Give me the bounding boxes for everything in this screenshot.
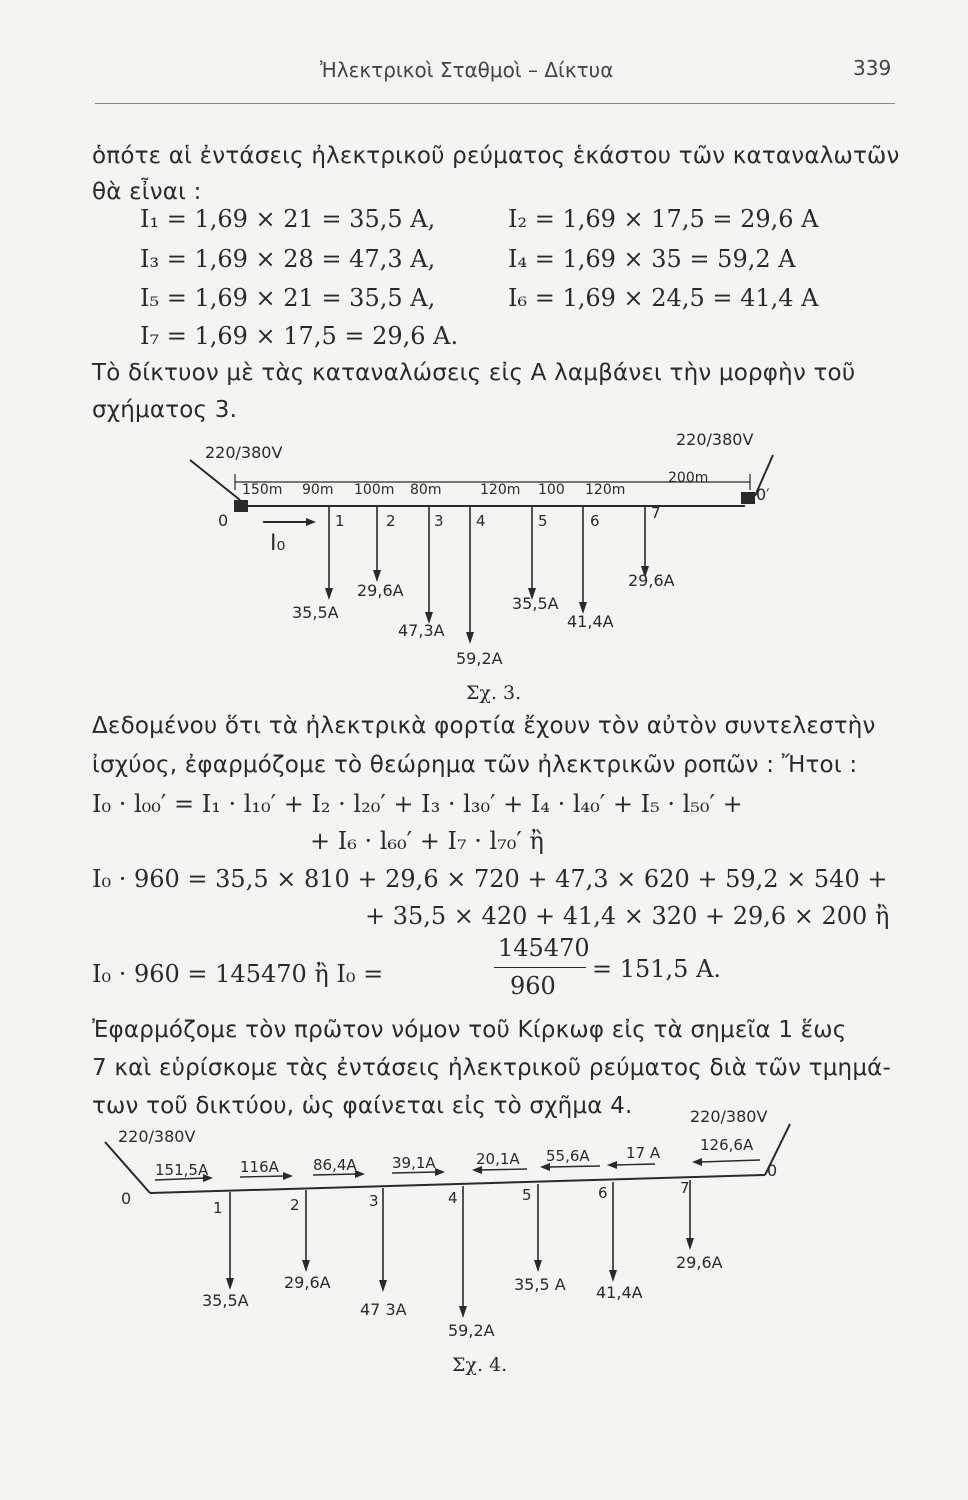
- fig4-node-4: 4: [448, 1189, 458, 1207]
- fig4-left-feeder: [105, 1142, 150, 1193]
- fig4-seg-arrow-4: [392, 1172, 437, 1173]
- current-eq-3: I₃ = 1,69 × 28 = 47,3 A,: [140, 245, 436, 273]
- moment-eq-line2: + I₆ · l₆₀′ + I₇ · l₇₀′ ἢ: [310, 827, 544, 855]
- fig3-right-terminal: [741, 492, 755, 504]
- fig4-seg-current-1: 151,5A: [155, 1161, 209, 1179]
- current-eq-4: I₄ = 1,69 × 35 = 59,2 A: [508, 245, 796, 273]
- fig4-node-3: 3: [369, 1192, 379, 1210]
- fig4-seg-current-6: 55,6A: [546, 1147, 590, 1165]
- fig4-load-4: 59,2A: [448, 1321, 495, 1340]
- fig3-arrowhead-4: [466, 632, 474, 644]
- fig4-load-7: 29,6A: [676, 1253, 723, 1272]
- para1-line2: θὰ εἶναι :: [92, 179, 202, 205]
- fig3-node-1: 1: [335, 512, 345, 530]
- current-eq-1: I₁ = 1,69 × 21 = 35,5 A,: [140, 205, 436, 233]
- numeric-eq-line1: I₀ · 960 = 35,5 × 810 + 29,6 × 720 + 47,3 × 620 + 59,2 × 540 +: [92, 865, 888, 893]
- numeric-eq-line2: + 35,5 × 420 + 41,4 × 320 + 29,6 × 200 ἢ: [365, 902, 890, 930]
- fig4-left-node: 0: [121, 1189, 132, 1208]
- fig4-node-5: 5: [522, 1186, 532, 1204]
- fig4-load-6: 41,4A: [596, 1283, 643, 1302]
- fig4-seg-current-4: 39,1A: [392, 1154, 436, 1172]
- fig4-right-voltage: 220/380V: [690, 1107, 768, 1126]
- fig4-seg-arrow-2: [240, 1176, 285, 1177]
- fig3-left-node: 0: [218, 511, 229, 530]
- fig3-load-1: 35,5A: [292, 603, 339, 622]
- fig4-caption: Σχ. 4.: [452, 1354, 508, 1376]
- fig4-seg-arrow-6: [548, 1166, 600, 1167]
- fig4-load-1: 35,5A: [202, 1291, 249, 1310]
- fig3-node-7: 7: [651, 504, 661, 522]
- fig4-seg-current-5: 20,1A: [476, 1150, 520, 1168]
- fig4-arrowhead-7: [686, 1238, 694, 1250]
- para3-line2: ἰσχύος, ἐφαρμόζομε τὸ θεώρημα τῶν ἠλεκτρικῶν ροπῶν : Ἤτοι :: [92, 752, 858, 778]
- fig4-arrowhead-6: [609, 1270, 617, 1282]
- para2-line1: Τὸ δίκτυον μὲ τὰς καταναλώσεις εἰς A λαμβάνει τὴν μορφὴν τοῦ: [92, 360, 856, 386]
- fraction-numerator: 145470: [498, 934, 590, 962]
- result-left: I₀ · 960 = 145470 ἢ I₀ =: [92, 960, 384, 988]
- fig3-distance-1: 150m: [242, 482, 283, 498]
- fig4-load-3: 47 3A: [360, 1300, 407, 1319]
- fig4-seg-current-2: 116A: [240, 1158, 279, 1176]
- fig4-node-1: 1: [213, 1199, 223, 1217]
- fig3-node-5: 5: [538, 512, 548, 530]
- running-header: Ἠλεκτρικοὶ Σταθμοὶ – Δίκτυα: [320, 58, 614, 82]
- fig4-node-6: 6: [598, 1184, 608, 1202]
- figure-3: [0, 0, 968, 700]
- fig3-node-6: 6: [590, 512, 600, 530]
- fraction-denominator: 960: [510, 972, 556, 1000]
- para3-line1: Δεδομένου ὅτι τὰ ἠλεκτρικὰ φορτία ἔχουν τὸν αὐτὸν συντελεστὴν: [92, 713, 876, 739]
- fig4-load-5: 35,5 A: [514, 1275, 566, 1294]
- result-right: = 151,5 A.: [592, 955, 722, 983]
- fig4-seg-arrow-7: [615, 1164, 655, 1165]
- fig3-distance-5: 120m: [480, 482, 521, 498]
- fig4-arrowhead-4: [459, 1306, 467, 1318]
- fig3-source-current: I₀: [270, 531, 286, 556]
- fig3-load-4: 59,2A: [456, 649, 503, 668]
- fig4-seg-current-3: 86,4A: [313, 1156, 357, 1174]
- current-eq-6: I₆ = 1,69 × 24,5 = 41,4 A: [508, 284, 819, 312]
- fig3-left-voltage: 220/380V: [205, 443, 283, 462]
- fig3-right-node: 0′: [756, 485, 770, 504]
- fig3-left-terminal: [234, 500, 248, 512]
- fig3-distance-2: 90m: [302, 482, 334, 498]
- para4-line2: 7 καὶ εὑρίσκομε τὰς ἐντάσεις ἠλεκτρικοῦ ρεύματος διὰ τῶν τμημά-: [92, 1055, 892, 1081]
- fig3-load-5: 35,5A: [512, 594, 559, 613]
- current-eq-2: I₂ = 1,69 × 17,5 = 29,6 A: [508, 205, 819, 233]
- fig3-node-4: 4: [476, 512, 486, 530]
- moment-eq-line1: I₀ · l₀₀′ = I₁ · l₁₀′ + I₂ · l₂₀′ + I₃ · l₃₀′ + I₄ · l₄₀′ + I₅ · l₅₀′ +: [92, 790, 743, 818]
- fig3-load-7: 29,6A: [628, 571, 675, 590]
- fig3-distance-4: 80m: [410, 482, 442, 498]
- fig4-node-2: 2: [290, 1196, 300, 1214]
- fig3-right-voltage: 220/380V: [676, 430, 754, 449]
- fig3-distance-6: 100: [538, 482, 565, 498]
- fig4-seg-arrow-8: [700, 1160, 760, 1162]
- fig4-node-7: 7: [680, 1179, 690, 1197]
- fig4-load-2: 29,6A: [284, 1273, 331, 1292]
- fig3-caption: Σχ. 3.: [466, 682, 522, 704]
- fig3-node-2: 2: [386, 512, 396, 530]
- fig3-distance-3: 100m: [354, 482, 395, 498]
- fig3-node-3: 3: [434, 512, 444, 530]
- fig3-left-feeder: [190, 460, 240, 500]
- fig3-distance-7: 120m: [585, 482, 626, 498]
- fig4-seg-arrow-3: [313, 1174, 357, 1175]
- fig4-seg-current-7: 17 A: [626, 1144, 661, 1162]
- para2-line2: σχήματος 3.: [92, 397, 238, 423]
- fig3-load-6: 41,4A: [567, 612, 614, 631]
- fig4-arrowhead-5: [534, 1260, 542, 1272]
- fig4-arrowhead-2: [302, 1260, 310, 1272]
- fig3-distance-8: 200m: [668, 470, 709, 486]
- para4-line1: Ἐφαρμόζομε τὸν πρῶτον νόμον τοῦ Κίρκωφ εἰς τὰ σημεῖα 1 ἕως: [92, 1017, 847, 1043]
- fig4-seg-current-8: 126,6A: [700, 1136, 754, 1154]
- fig4-seg-arrow-5: [480, 1169, 527, 1170]
- fig3-load-2: 29,6A: [357, 581, 404, 600]
- para1-line1: ὁπότε αἱ ἐντάσεις ἠλεκτρικοῦ ρεύματος ἑκάστου τῶν καταναλωτῶν: [92, 143, 900, 169]
- para4-line3: των τοῦ δικτύου, ὡς φαίνεται εἰς τὸ σχῆμα 4.: [92, 1093, 633, 1119]
- current-eq-5: I₅ = 1,69 × 21 = 35,5 A,: [140, 284, 436, 312]
- fraction-bar: [494, 967, 586, 968]
- page-number: 339: [853, 56, 892, 80]
- fig3-load-3: 47,3A: [398, 621, 445, 640]
- fig4-arrowhead-1: [226, 1278, 234, 1290]
- fig3-arrowhead-1: [325, 588, 333, 600]
- current-eq-7: I₇ = 1,69 × 17,5 = 29,6 A.: [140, 322, 459, 350]
- fig4-arrowhead-3: [379, 1280, 387, 1292]
- fig4-right-node: 0: [767, 1161, 778, 1180]
- fig4-left-voltage: 220/380V: [118, 1127, 196, 1146]
